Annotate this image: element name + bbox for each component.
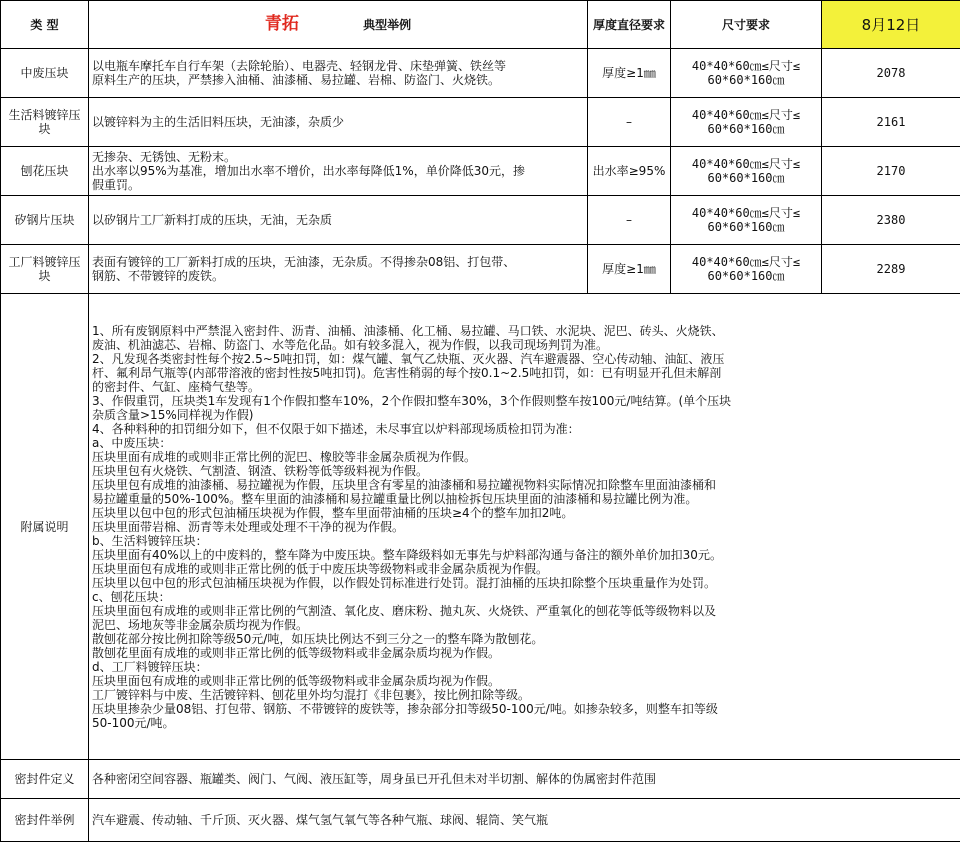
row-example [89,196,588,245]
notes-line: 散刨花里面有成堆的或则非正常比例的低等级物料或非金属杂质均视为作假。 [92,646,957,660]
notes-line: 压块里面包有成堆的或则非正常比例的低等级物料或非金属杂质均视为作假。 [92,674,957,688]
size-line: 40*40*60㎝≤尺寸≤ [674,206,818,220]
notes-line: a、中废压块： [92,436,957,450]
seal-definition-text: 各种密闭空间容器、瓶罐类、阀门、气阀、液压缸等，周身虽已开孔但未对半切割、解体的伪属密封件范围 [89,760,960,799]
seal-examples-label: 密封件举例 [1,799,89,842]
row-size [671,98,822,147]
notes-line: 杆、氟利昂气瓶等(内部带溶液的密封性按5吨扣罚)。危害性稍弱的每个按0.1~2.5吨扣罚，如：已有明显开孔但未解剖 [92,366,957,380]
notes-row [1,294,960,760]
row-price: 2380 [822,196,960,245]
row-price: 2289 [822,245,960,294]
seal-examples-row [1,799,960,842]
size-line: 60*60*160㎝ [674,171,818,185]
header-size: 尺寸要求 [671,1,822,49]
notes-line: 1、所有废钢原料中严禁混入密封件、沥青、油桶、油漆桶、化工桶、易拉罐、马口铁、水泥块、泥巴、砖头、火烧铁、 [92,324,957,338]
header-thickness: 厚度直径要求 [588,1,671,49]
header-example: 典型举例 [363,18,411,32]
table-row [1,196,960,245]
notes-line: 压块里包有成堆的油漆桶、易拉罐视为作假，压块里含有零星的油漆桶和易拉罐视物料实际情况扣除整车里面油漆桶和 [92,478,957,492]
example-line: 以镀锌料为主的生活旧料压块，无油漆，杂质少 [92,115,584,129]
row-type: 中废压块 [1,49,89,98]
notes-line: 泥巴、场地灰等非金属杂质均视为作假。 [92,618,957,632]
row-price: 2161 [822,98,960,147]
notes-line: 3、作假重罚，压块类1车发现有1个作假扣整车10%，2个作假扣整车30%，3个作假则整车按100元/吨结算。(单个压块 [92,394,957,408]
row-type: 生活料镀锌压块 [1,98,89,147]
row-thickness: – [588,196,671,245]
size-line: 60*60*160㎝ [674,220,818,234]
header-date: 8月12日 [822,1,960,49]
size-line: 60*60*160㎝ [674,269,818,283]
notes-line: 易拉罐重量的50%-100%。整车里面的油漆桶和易拉罐重量比例以抽检拆包压块里面的油漆桶和易拉罐比例为准。 [92,492,957,506]
example-line: 出水率以95%为基准，增加出水率不增价，出水率每降低1%，单价降低30元，掺 [92,164,584,178]
row-example [89,147,588,196]
example-line: 钢筋、不带镀锌的废铁。 [92,269,584,283]
notes-line: 50-100元/吨。 [92,716,957,730]
notes-line: 压块里面包有成堆的或则非正常比例的低于中废压块等级物料或非金属杂质视为作假。 [92,562,957,576]
example-line: 假重罚。 [92,178,584,192]
row-example [89,98,588,147]
row-thickness: 厚度≥1㎜ [588,49,671,98]
notes-line: 压块里面有成堆的或则非正常比例的泥巴、橡胶等非金属杂质视为作假。 [92,450,957,464]
size-line: 40*40*60㎝≤尺寸≤ [674,255,818,269]
notes-line: 压块里包有火烧铁、气割渣、钢渣、铁粉等低等级料视为作假。 [92,464,957,478]
seal-examples-text: 汽车避震、传动轴、千斤顶、灭火器、煤气氢气氧气等各种气瓶、球阀、辊筒、笑气瓶 [89,799,960,842]
notes-line: d、工厂料镀锌压块： [92,660,957,674]
row-thickness: 出水率≥95% [588,147,671,196]
row-size [671,196,822,245]
row-price: 2078 [822,49,960,98]
notes-line: 的密封件、气缸、座椅气垫等。 [92,380,957,394]
notes-line: 废油、机油滤芯、岩棉、防盗门、水等危化品。如有较多混入，视为作假，以我司现场判罚为准。 [92,338,957,352]
row-size [671,147,822,196]
notes-line: 压块里面带岩棉、沥青等未处理或处理不干净的视为作假。 [92,520,957,534]
example-line: 以电瓶车摩托车自行车架（去除轮胎）、电器壳、轻钢龙骨、床垫弹簧、铁丝等 [92,59,584,73]
example-line: 原料生产的压块，严禁掺入油桶、油漆桶、易拉罐、岩棉、防盗门、火烧铁。 [92,73,584,87]
notes-line: 杂质含量>15%同样视为作假) [92,408,957,422]
table-row [1,245,960,294]
size-line: 40*40*60㎝≤尺寸≤ [674,157,818,171]
table-row [1,49,960,98]
row-example [89,245,588,294]
row-thickness: – [588,98,671,147]
size-line: 40*40*60㎝≤尺寸≤ [674,108,818,122]
row-size [671,245,822,294]
notes-line: 散刨花部分按比例扣除等级50元/吨，如压块比例达不到三分之一的整车降为散刨花。 [92,632,957,646]
notes-line: 压块里面包有成堆的或则非正常比例的气割渣、氧化皮、磨床粉、抛丸灰、火烧铁、严重氧化的刨花等低等级物料以及 [92,604,957,618]
notes-line: 4、各种料种的扣罚细分如下，但不仅限于如下描述，未尽事宜以炉料部现场质检扣罚为准： [92,422,957,436]
example-line: 无掺杂、无锈蚀、无粉末。 [92,150,584,164]
row-type: 工厂料镀锌压块 [1,245,89,294]
notes-line: 2、凡发现各类密封性每个按2.5~5吨扣罚，如：煤气罐、氧气乙炔瓶、灭火器、汽车避震器、空心传动轴、油缸、液压 [92,352,957,366]
table-row [1,98,960,147]
notes-line: 工厂镀锌料与中废、生活镀锌料、刨花里外均匀混打《非包裹》，按比例扣除等级。 [92,688,957,702]
example-line: 表面有镀锌的工厂新料打成的压块，无油漆，无杂质。不得掺杂08铝、打包带、 [92,255,584,269]
size-line: 60*60*160㎝ [674,73,818,87]
notes-label: 附属说明 [1,294,89,760]
row-thickness: 厚度≥1㎜ [588,245,671,294]
brand-label: 青拓 [265,14,299,34]
notes-line: 压块里以包中包的形式包油桶压块视为作假，以作假处罚标准进行处罚。混打油桶的压块扣除整个压块重量作为处罚。 [92,576,957,590]
notes-body [89,294,960,760]
row-price: 2170 [822,147,960,196]
size-line: 60*60*160㎝ [674,122,818,136]
notes-line: 压块里以包中包的形式包油桶压块视为作假，整车里面带油桶的压块≥4个的整车加扣2吨。 [92,506,957,520]
notes-line: b、生活料镀锌压块： [92,534,957,548]
notes-line: 压块里掺杂少量08铝、打包带、钢筋、不带镀锌的废铁等，掺杂部分扣等级50-100元/吨。如掺杂较多，则整车扣等级 [92,702,957,716]
seal-definition-label: 密封件定义 [1,760,89,799]
header-example-cell [89,1,588,49]
header-row [1,1,960,49]
notes-line: 压块里面有40%以上的中废料的，整车降为中废压块。整车降级料如无事先与炉料部沟通与备注的额外单价加扣30元。 [92,548,957,562]
example-line: 以矽钢片工厂新料打成的压块，无油，无杂质 [92,213,584,227]
row-size [671,49,822,98]
seal-definition-row [1,760,960,799]
size-line: 40*40*60㎝≤尺寸≤ [674,59,818,73]
row-type: 矽钢片压块 [1,196,89,245]
row-example [89,49,588,98]
row-type: 刨花压块 [1,147,89,196]
notes-line: c、刨花压块： [92,590,957,604]
header-type: 类 型 [1,1,89,49]
table-row [1,147,960,196]
